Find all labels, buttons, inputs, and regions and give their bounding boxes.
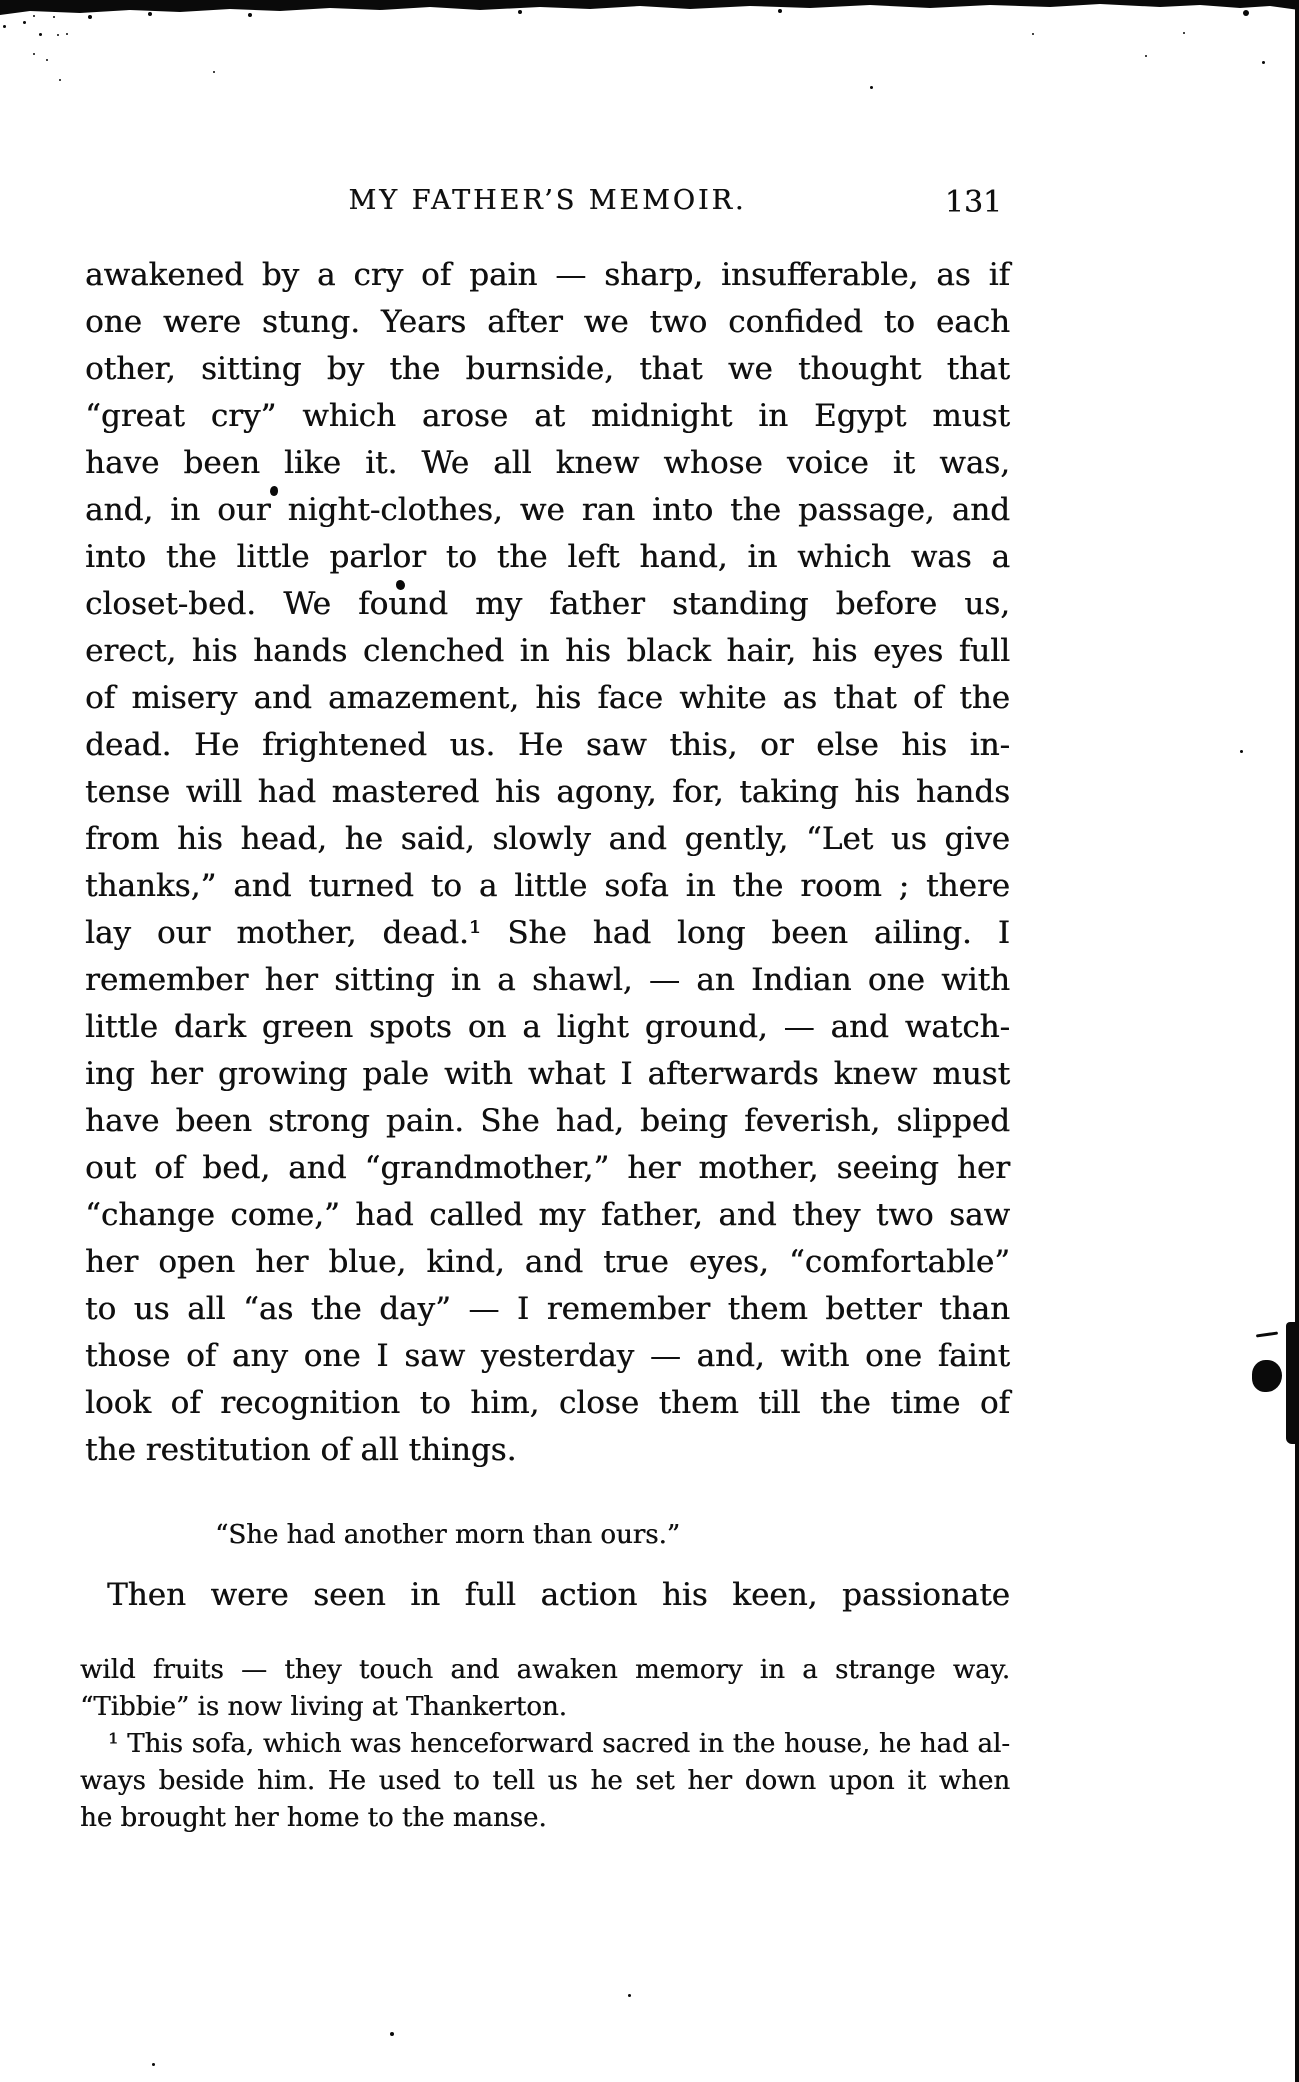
ink-speck <box>1262 61 1265 64</box>
text-line: erect, his hands clenched in his black hair, his eyes full <box>85 633 1010 669</box>
ink-speck <box>1183 32 1185 34</box>
text-line: closet-bed. We found my father standing before us, <box>85 586 1010 622</box>
main-paragraph <box>85 252 1010 1427</box>
text-line: “great cry” which arose at midnight in Egypt must <box>85 398 1010 434</box>
ink-speck <box>628 1994 631 1997</box>
footnote-line: ways beside him. He used to tell us he set her down upon it when <box>80 1766 1010 1796</box>
ink-speck <box>1145 55 1147 57</box>
text-line: into the little parlor to the left hand, in which was a <box>85 539 1010 575</box>
ink-speck <box>152 2063 155 2066</box>
ink-speck <box>3 25 6 28</box>
ink-speck <box>66 33 68 35</box>
text-line: little dark green spots on a light ground, — and watch- <box>85 1009 1010 1045</box>
text-line: awakened by a cry of pain — sharp, insufferable, as if <box>85 257 1010 293</box>
footnote-line: “Tibbie” is now living at Thankerton. <box>80 1692 567 1722</box>
ink-speck <box>57 34 59 36</box>
text-line: out of bed, and “grandmother,” her mother, seeing her <box>85 1150 1010 1186</box>
text-line: thanks,” and turned to a little sofa in the room ; there <box>85 868 1010 904</box>
paragraph-first-line: Then were seen in full action his keen, passionate <box>107 1577 1010 1613</box>
page-number: 131 <box>944 185 1002 220</box>
text-line: to us all “as the day” — I remember them better than <box>85 1291 1010 1327</box>
ink-squiggle <box>1256 1331 1278 1337</box>
ink-speck <box>870 86 873 89</box>
text-line: dead. He frightened us. He saw this, or else his in- <box>85 727 1010 763</box>
text-line: “change come,” had called my father, and they two saw <box>85 1197 1010 1233</box>
text-line: the restitution of all things. <box>85 1432 517 1468</box>
running-title: MY FATHER’S MEMOIR. <box>348 185 747 216</box>
footnote-line: ¹ This sofa, which was henceforward sacred in the house, he had al- <box>108 1729 1010 1759</box>
ink-speck <box>23 21 26 24</box>
footnote-line: wild fruits — they touch and awaken memory in a strange way. <box>80 1655 1010 1685</box>
text-line: have been strong pain. She had, being feverish, slipped <box>85 1103 1010 1139</box>
text-line: those of any one I saw yesterday — and, with one faint <box>85 1338 1010 1374</box>
ink-speck <box>390 2032 394 2036</box>
ink-speck <box>33 53 35 55</box>
text-line: one were stung. Years after we two confided to each <box>85 304 1010 340</box>
page-body <box>85 252 1010 1474</box>
text-line: remember her sitting in a shawl, — an Indian one with <box>85 962 1010 998</box>
text-line: other, sitting by the burnside, that we thought that <box>85 351 1010 387</box>
text-line: ing her growing pale with what I afterwards knew must <box>85 1056 1010 1092</box>
text-line: and, in our night-clothes, we ran into the passage, and <box>85 492 1010 528</box>
ink-speck <box>39 33 42 36</box>
footnote-line: he brought her home to the manse. <box>80 1803 547 1833</box>
ink-speck <box>59 79 61 81</box>
text-line: her open her blue, kind, and true eyes, “comfortable” <box>85 1244 1010 1280</box>
scan-edge-right <box>1295 0 1299 2082</box>
verse-quote: “She had another morn than ours.” <box>215 1520 681 1550</box>
ink-speck <box>1240 750 1243 753</box>
scan-edge-patch <box>1286 1322 1299 1444</box>
footnotes <box>80 1652 1010 1837</box>
ink-speck <box>213 71 215 73</box>
ink-blob <box>1252 1360 1282 1392</box>
running-head <box>85 185 1010 221</box>
scan-edge-top <box>0 0 1299 30</box>
text-line: from his head, he said, slowly and gently, “Let us give <box>85 821 1010 857</box>
text-line: look of recognition to him, close them till the time of <box>85 1385 1010 1421</box>
text-line: have been like it. We all knew whose voice it was, <box>85 445 1010 481</box>
ink-speck <box>33 15 35 17</box>
text-line: of misery and amazement, his face white as that of the <box>85 680 1010 716</box>
text-line: lay our mother, dead.¹ She had long been ailing. I <box>85 915 1010 951</box>
ink-speck <box>46 59 48 61</box>
ink-speck <box>1032 33 1034 35</box>
ink-speck <box>53 16 55 18</box>
text-line: tense will had mastered his agony, for, taking his hands <box>85 774 1010 810</box>
